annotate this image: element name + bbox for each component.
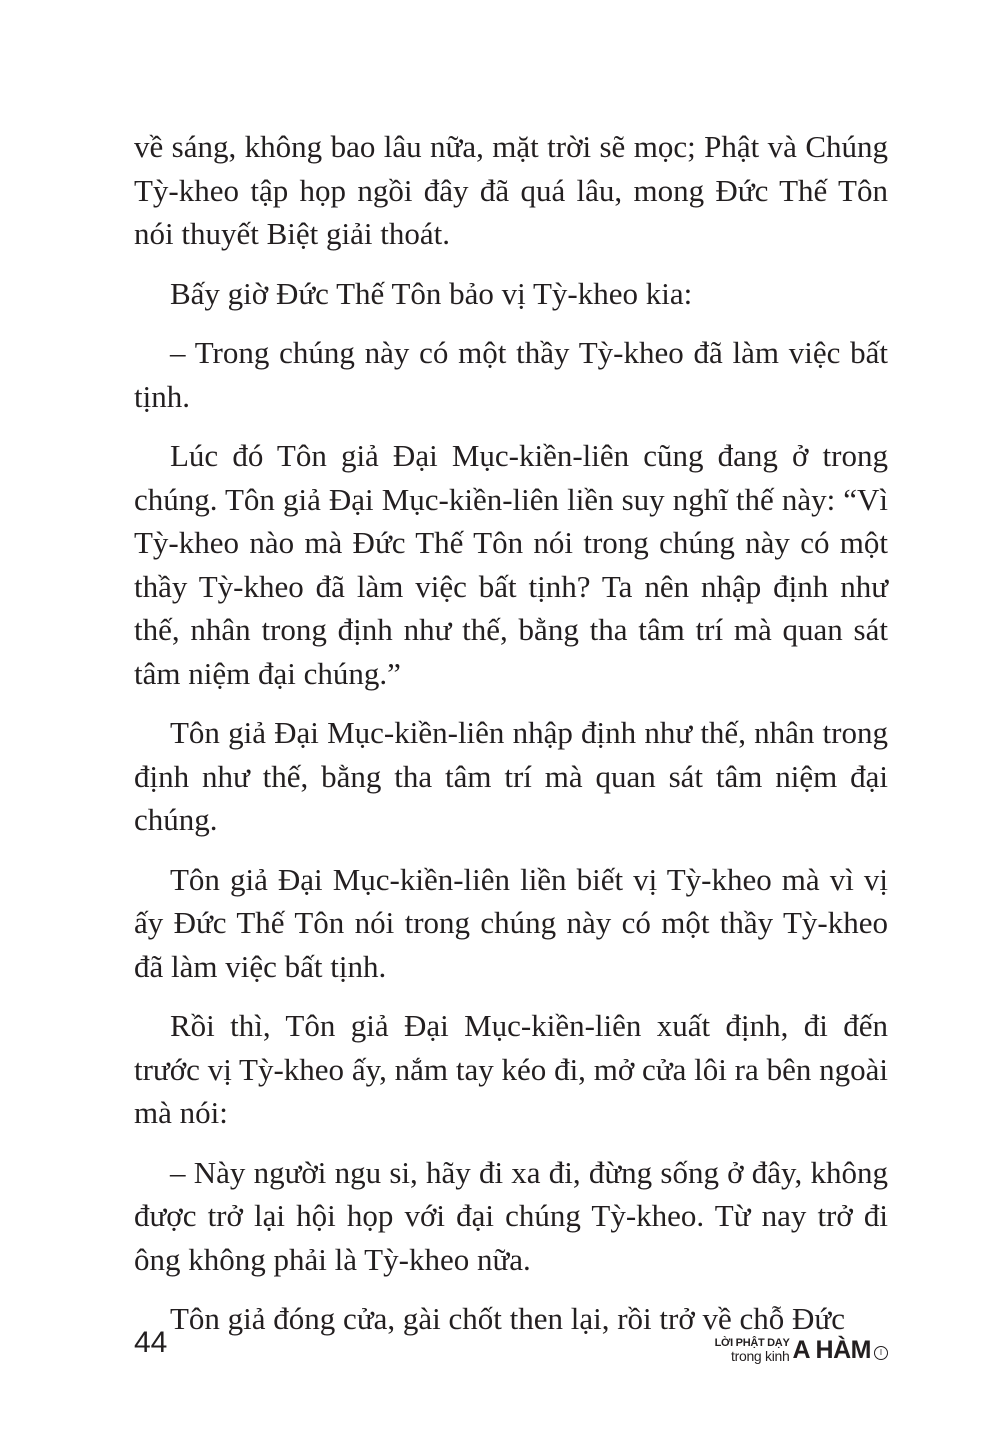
paragraph: Rồi thì, Tôn giả Đại Mục-kiền-liên xuất định, đi đến trước vị Tỳ-kheo ấy, nắm tay kéo đi, mở cửa lôi ra bên ngoài mà nói:: [134, 1008, 888, 1130]
paragraph: Tôn giả đóng cửa, gài chốt then lại, rồi trở về chỗ Đức: [170, 1301, 845, 1336]
paragraph: Tôn giả Đại Mục-kiền-liên nhập định như thế, nhân trong định như thế, bằng tha tâm trí mà quan sát tâm niệm đại chúng.: [134, 715, 888, 837]
volume-badge: I: [874, 1346, 888, 1360]
paragraph: Lúc đó Tôn giả Đại Mục-kiền-liên cũng đang ở trong chúng. Tôn giả Đại Mục-kiền-liên liền suy nghĩ thế này: “Vì Tỳ-kheo nào mà Đức Thế Tôn nói trong chúng này có một thầy Tỳ-kheo đã làm việc bất tịnh? Ta nên nhập định như thế, nhân trong định như thế, bằng tha tâm trí mà quan sát tâm niệm đại chúng.”: [134, 438, 888, 691]
paragraph: – Trong chúng này có một thầy Tỳ-kheo đã làm việc bất tịnh.: [134, 335, 888, 414]
series-title: A HÀM: [792, 1336, 871, 1364]
page-number: 44: [134, 1326, 168, 1359]
paragraph: – Này người ngu si, hãy đi xa đi, đừng sống ở đây, không được trở lại hội họp với đại chúng Tỳ-kheo. Từ nay trở đi ông không phải là Tỳ-kheo nữa.: [134, 1154, 888, 1277]
paragraph: về sáng, không bao lâu nữa, mặt trời sẽ mọc; Phật và Chúng Tỳ-kheo tập họp ngồi đây đã quá lâu, mong Đức Thế Tôn nói thuyết Biệt giải thoát.: [134, 129, 888, 251]
paragraph: Tôn giả Đại Mục-kiền-liên liền biết vị Tỳ-kheo mà vì vị ấy Đức Thế Tôn nói trong chúng này có một thầy Tỳ-kheo đã làm việc bất tịnh.: [134, 861, 888, 984]
series-logo: [715, 1333, 888, 1363]
series-subtitle: [715, 1338, 790, 1363]
body-text: [134, 125, 888, 1357]
series-bottom-text: trong kinh: [731, 1348, 790, 1364]
series-top-text: LỜI PHẬT DẠY: [714, 1337, 790, 1349]
paragraph: Bấy giờ Đức Thế Tôn bảo vị Tỳ-kheo kia:: [170, 275, 693, 311]
